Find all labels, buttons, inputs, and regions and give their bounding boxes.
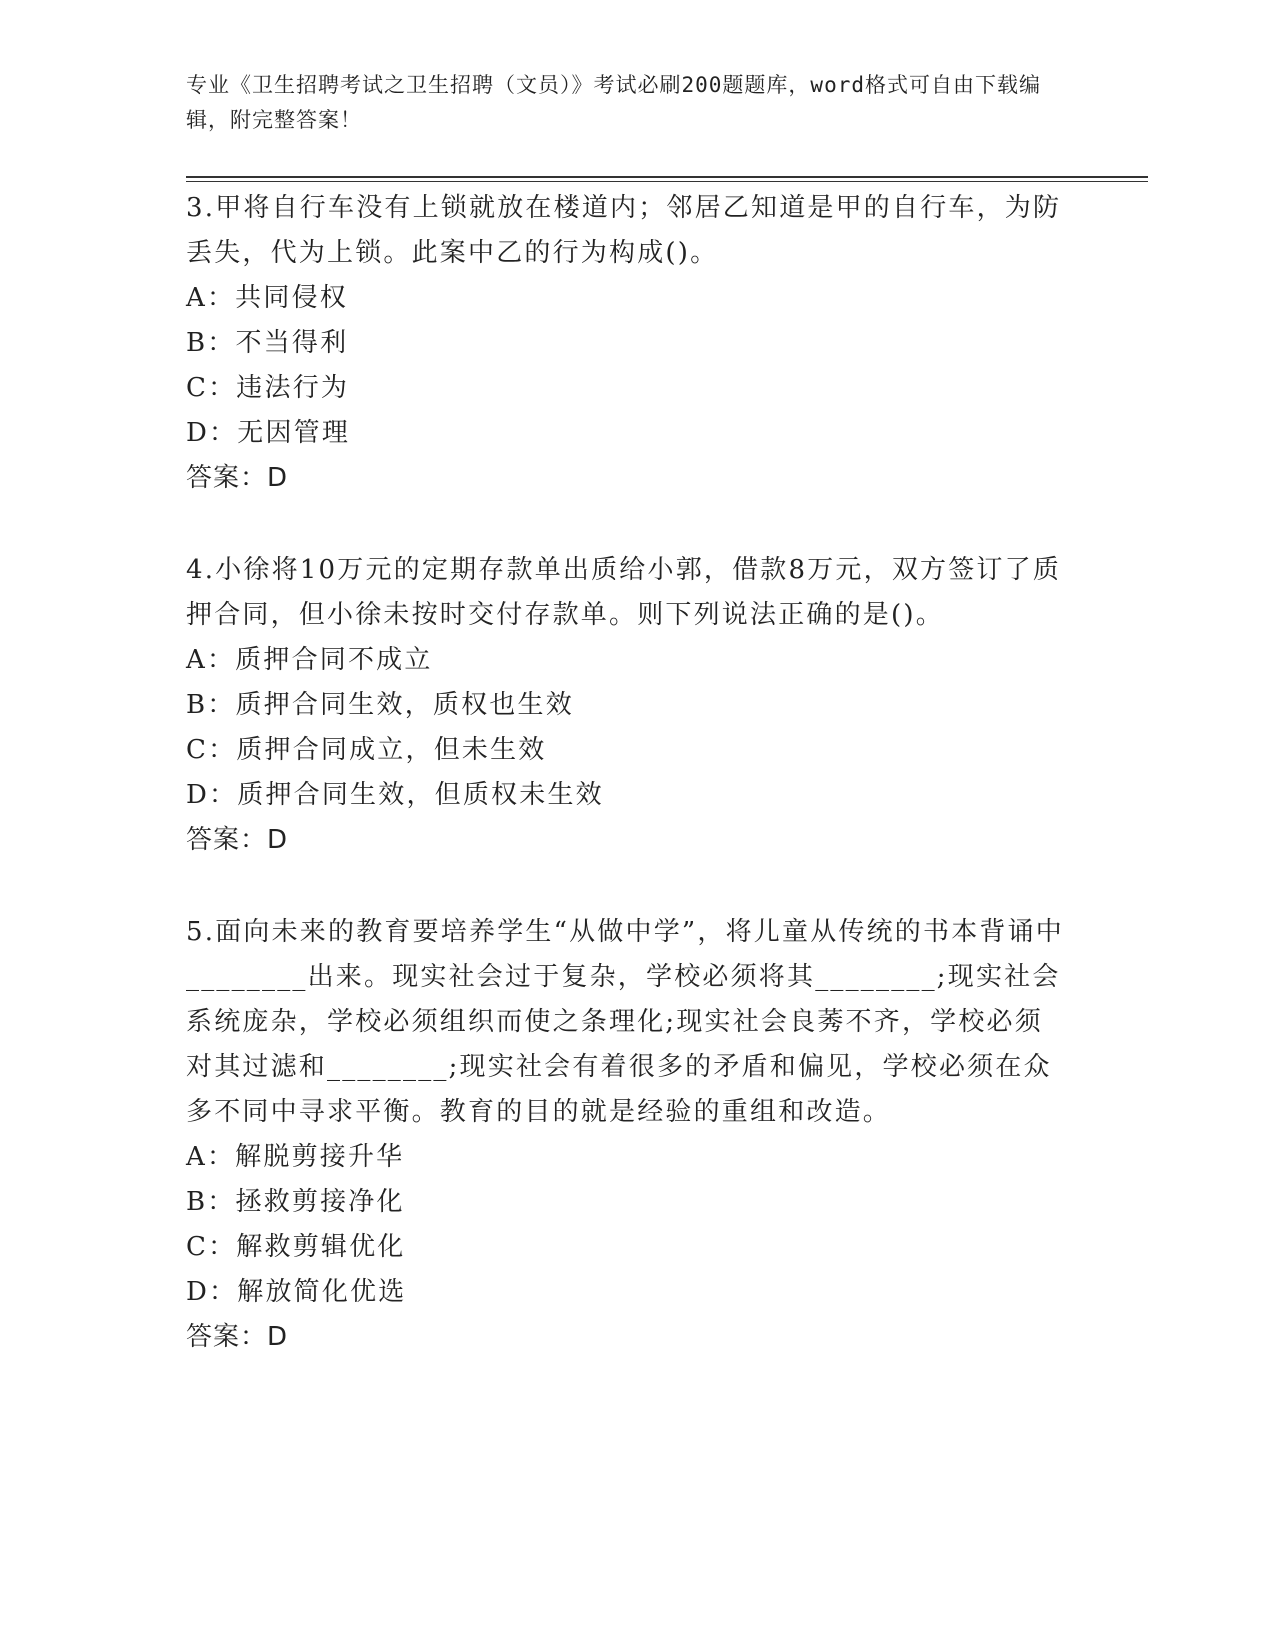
- option-b: B：不当得利: [186, 328, 349, 358]
- question-stem: 4.小徐将10万元的定期存款单出质给小郭，借款8万元，双方签订了质押合同，但小徐未按时交付存款单。则下列说法正确的是()。: [186, 555, 1062, 630]
- option-c: C：违法行为: [186, 373, 350, 403]
- question-stem: 3.甲将自行车没有上锁就放在楼道内；邻居乙知道是甲的自行车，为防丢失，代为上锁。此案中乙的行为构成()。: [186, 193, 1062, 268]
- header-divider-thick: [186, 176, 1148, 178]
- question-5: [186, 910, 1066, 1360]
- question-3: [186, 186, 1066, 501]
- option-d: D：无因管理: [186, 418, 351, 448]
- header-divider-thin: [186, 181, 1148, 182]
- option-d: D：解放简化优选: [186, 1277, 407, 1307]
- question-4: [186, 548, 1066, 863]
- option-d: D：质押合同生效，但质权未生效: [186, 780, 604, 810]
- option-c: C：解救剪辑优化: [186, 1232, 406, 1262]
- option-a: A：质押合同不成立: [186, 645, 433, 675]
- answer-line: 答案：D: [186, 1322, 289, 1352]
- option-a: A：解脱剪接升华: [186, 1142, 405, 1172]
- document-header: 专业《卫生招聘考试之卫生招聘（文员）》考试必刷200题题库，word格式可自由下载编辑，附完整答案！: [186, 73, 1041, 132]
- option-b: B：拯救剪接净化: [186, 1187, 405, 1217]
- answer-line: 答案：D: [186, 825, 289, 855]
- answer-line: 答案：D: [186, 463, 289, 493]
- option-a: A：共同侵权: [186, 283, 348, 313]
- question-stem: 5.面向未来的教育要培养学生“从做中学”，将儿童从传统的书本背诵中________出来。现实社会过于复杂，学校必须将其________;现实社会系统庞杂，学校必须组织而使之条理化;现实社会良莠不齐，学校必须对其过滤和________;现实社会有着很多的矛盾和偏见，学校必须在众多不同中寻求平衡。教育的目的就是经验的重组和改造。: [186, 917, 1064, 1127]
- option-b: B：质押合同生效，质权也生效: [186, 690, 574, 720]
- option-c: C：质押合同成立，但未生效: [186, 735, 547, 765]
